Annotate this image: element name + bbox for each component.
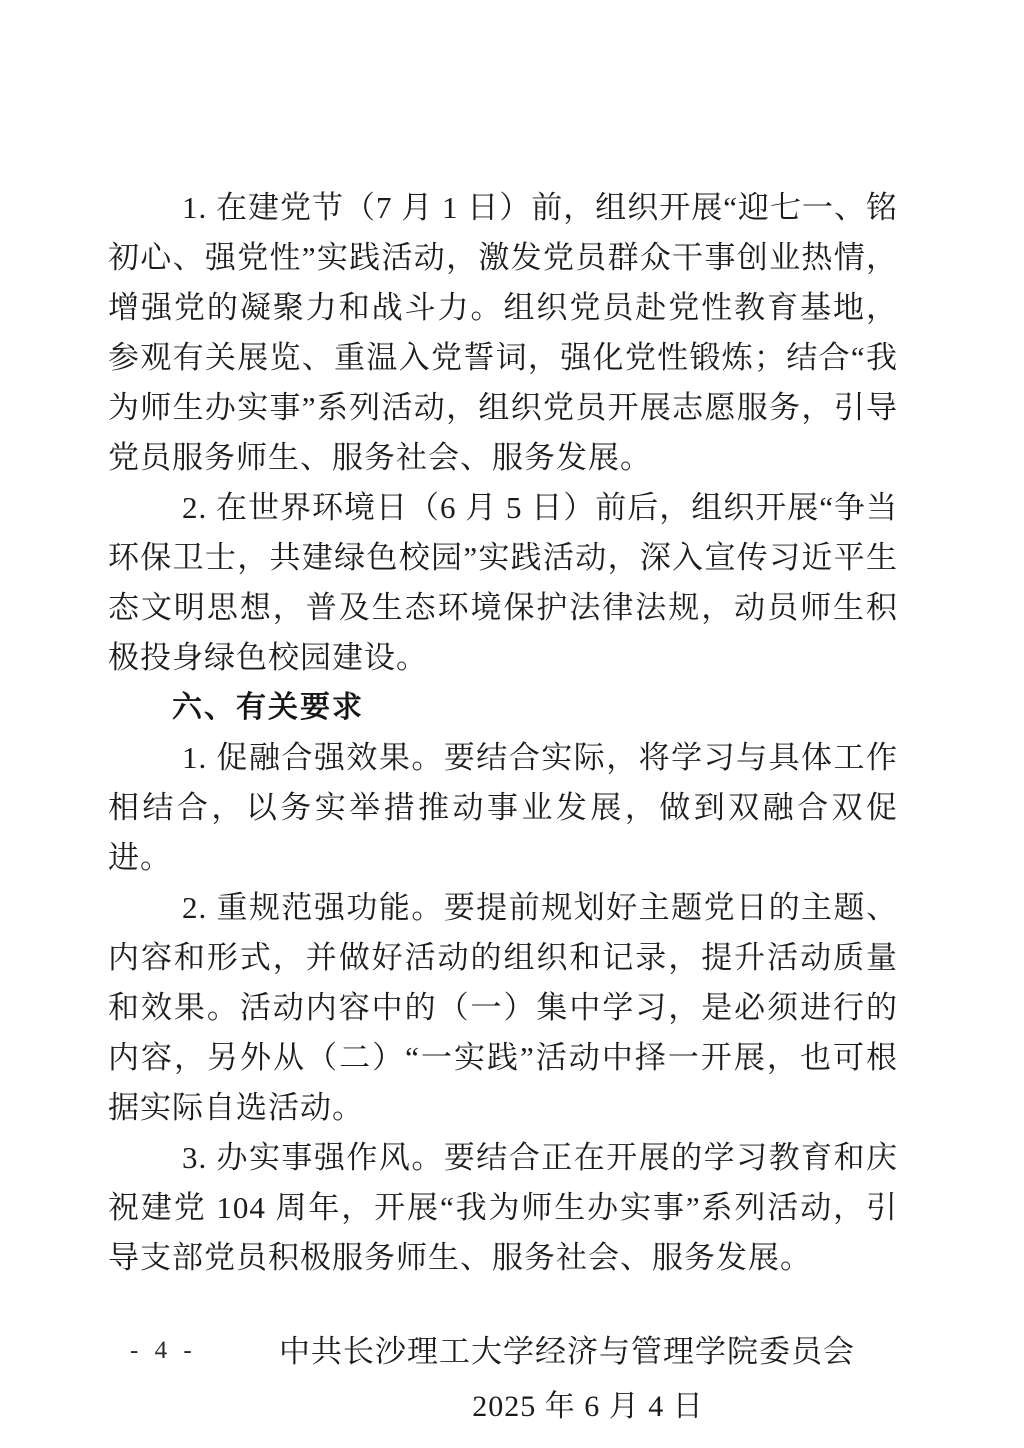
body-paragraph-1: 1. 在建党节（7 月 1 日）前，组织开展“迎七一、铭初心、强党性”实践活动，激发党员群众干事创业热情，增强党的凝聚力和战斗力。组织党员赴党性教育基地，参观有关展览、重温入党誓词，强化党性锻炼；结合“我为师生办实事”系列活动，组织党员开展志愿服务，引导党员服务师生、服务社会、服务发展。 bbox=[108, 190, 899, 475]
requirement-paragraph-2 bbox=[108, 883, 898, 1133]
requirement-paragraph-3 bbox=[108, 1133, 898, 1283]
page-number: - 4 - bbox=[130, 1337, 197, 1364]
requirement-2-lead: 2. 重规范强功能。 bbox=[182, 890, 444, 925]
requirement-3-lead: 3. 办实事强作风。 bbox=[182, 1140, 444, 1175]
document-body bbox=[108, 183, 898, 1432]
requirement-2-text: 要提前规划好主题党日的主题、内容和形式，并做好活动的组织和记录，提升活动质量和效果。活动内容中的（一）集中学习，是必须进行的内容，另外从（二）“一实践”活动中择一开展，也可根据实际自选活动。 bbox=[108, 890, 899, 1125]
requirement-1-lead: 1. 促融合强效果。 bbox=[182, 740, 444, 775]
requirement-3-text: 要结合正在开展的学习教育和庆祝建党 104 周年，开展“我为师生办实事”系列活动，引导支部党员积极服务师生、服务社会、服务发展。 bbox=[108, 1140, 899, 1275]
section-heading-requirements: 六、有关要求 bbox=[172, 691, 364, 724]
issue-date: 2025 年 6 月 4 日 bbox=[472, 1390, 704, 1423]
body-paragraph-2: 2. 在世界环境日（6 月 5 日）前后，组织开展“争当环保卫士，共建绿色校园”实践活动，深入宣传习近平生态文明思想，普及生态环境保护法律法规，动员师生积极投身绿色校园建设。 bbox=[108, 490, 899, 675]
requirement-1-text: 要结合实际，将学习与具体工作相结合，以务实举措推动事业发展，做到双融合双促进。 bbox=[108, 740, 899, 875]
requirement-paragraph-1 bbox=[108, 733, 898, 883]
issuing-authority-signature: 中共长沙理工大学经济与管理学院委员会 bbox=[279, 1334, 855, 1369]
